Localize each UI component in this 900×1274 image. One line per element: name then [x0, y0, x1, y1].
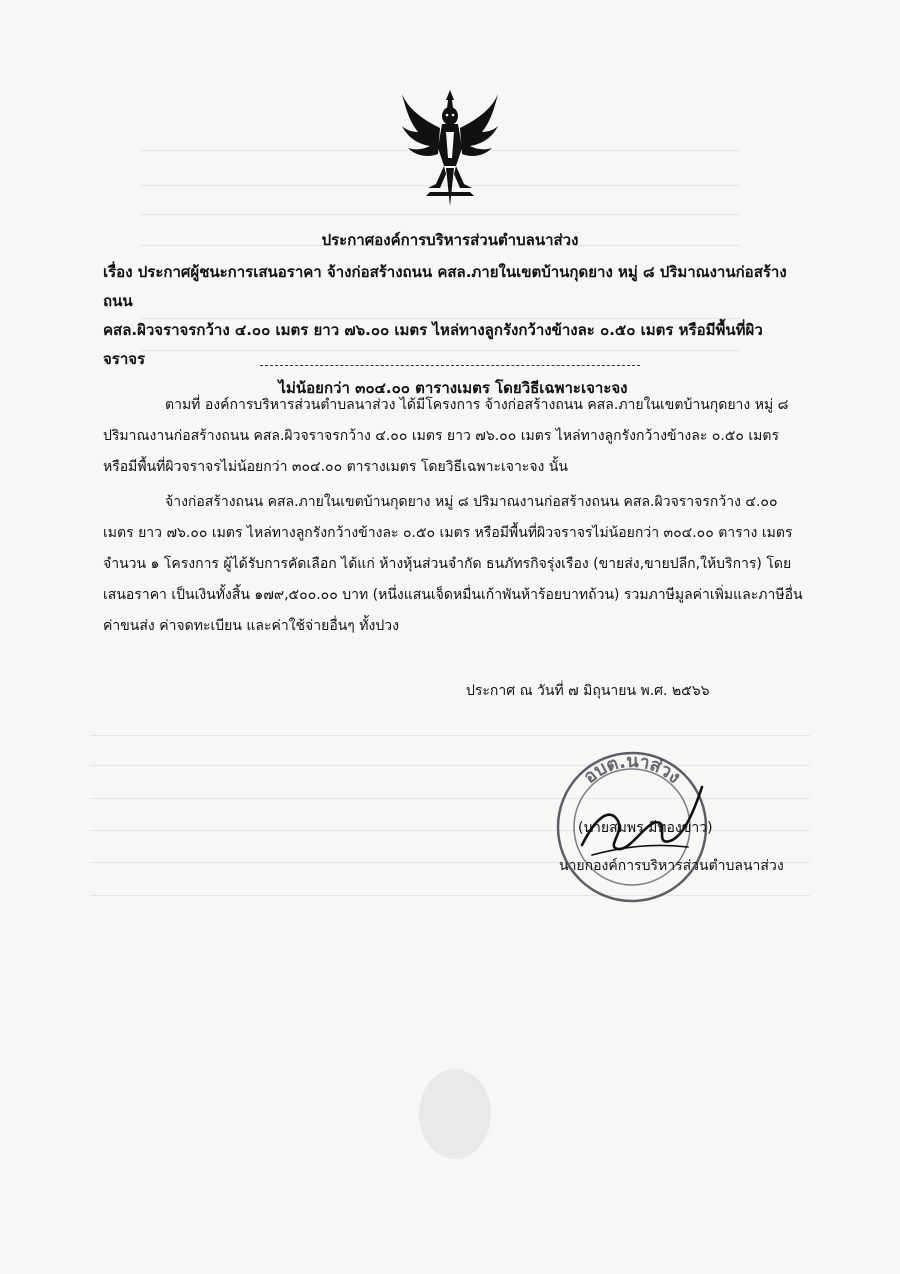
paragraph-project: ตามที่ องค์การบริหารส่วนตำบลนาส่วง ได้มีโครงการ จ้างก่อสร้างถนน คสล.ภายในเขตบ้านกุดยาง หมู่ ๘ ปริมาณงานก่อสร้างถนน คสล.ผิวจราจรกว้าง ๔.๐๐ เมตร ยาว ๗๖.๐๐ เมตร ไหล่ทางลูกรังกว้างข้างละ ๐.๕๐ เมตร หรือมีพื้นที่ผิวจราจรไม่น้อยกว่า ๓๐๔.๐๐ ตารางเมตร โดยวิธีเฉพาะเจาะจง นั้น [103, 397, 789, 475]
paragraph-winner: จ้างก่อสร้างถนน คสล.ภายในเขตบ้านกุดยาง หมู่ ๘ ปริมาณงานก่อสร้างถนน คสล.ผิวจราจรกว้าง ๔.๐๐ เมตร ยาว ๗๖.๐๐ เมตร ไหล่ทางลูกรังกว้างข้างละ ๐.๕๐ เมตร หรือมีพื้นที่ผิวจราจรไม่น้อยกว่า ๓๐๔.๐๐ ตาราง เมตร จำนวน ๑ โครงการ ผู้ได้รับการคัดเลือก ได้แก่ ห้างหุ้นส่วนจำกัด ธนภัทรกิจรุ่งเรือง (ขายส่ง,ขายปลีก,ให้บริการ) โดยเสนอราคา เป็นเงินทั้งสิ้น ๑๗๙,๕๐๐.๐๐ บาท (หนึ่งแสนเจ็ดหมื่นเก้าพันห้าร้อยบาทถ้วน) รวมภาษีมูลค่าเพิ่มและภาษีอื่น ค่าขนส่ง ค่าจดทะเบียน และค่าใช้จ่ายอื่นๆ ทั้งปวง [103, 494, 803, 634]
garuda-emblem-icon [400, 88, 500, 210]
subject-line-2: คสล.ผิวจราจรกว้าง ๔.๐๐ เมตร ยาว ๗๖.๐๐ เมตร ไหล่ทางลูกรังกว้างข้างละ ๐.๕๐ เมตร หรือมีพื้นที่ผิวจราจร [103, 321, 763, 368]
subject-block [103, 258, 803, 403]
signatory-position: นายกองค์การบริหารส่วนตำบลนาส่วง [559, 858, 784, 874]
announcement-body [103, 390, 803, 642]
svg-text:อบต.นาส่วง [580, 751, 685, 788]
announcement-date: ประกาศ ณ วันที่ ๗ มิถุนายน พ.ศ. ๒๕๖๖ [466, 683, 710, 699]
subject-line-3: ไม่น้อยกว่า ๓๐๔.๐๐ ตารางเมตร โดยวิธีเฉพาะเจาะจง [278, 379, 628, 397]
title-divider [260, 365, 640, 366]
document-title: ประกาศองค์การบริหารส่วนตำบลนาส่วง [321, 231, 579, 249]
bleed-through-emblem-icon [410, 1060, 500, 1170]
signatory-name: (นายสมพร มีทองขาว) [578, 820, 713, 836]
subject-line-1: เรื่อง ประกาศผู้ชนะการเสนอราคา จ้างก่อสร้างถนน คสล.ภายในเขตบ้านกุดยาง หมู่ ๘ ปริมาณงานก่อสร้างถนน [103, 263, 787, 310]
seal-text: อบต.นาส่วง [579, 750, 685, 788]
